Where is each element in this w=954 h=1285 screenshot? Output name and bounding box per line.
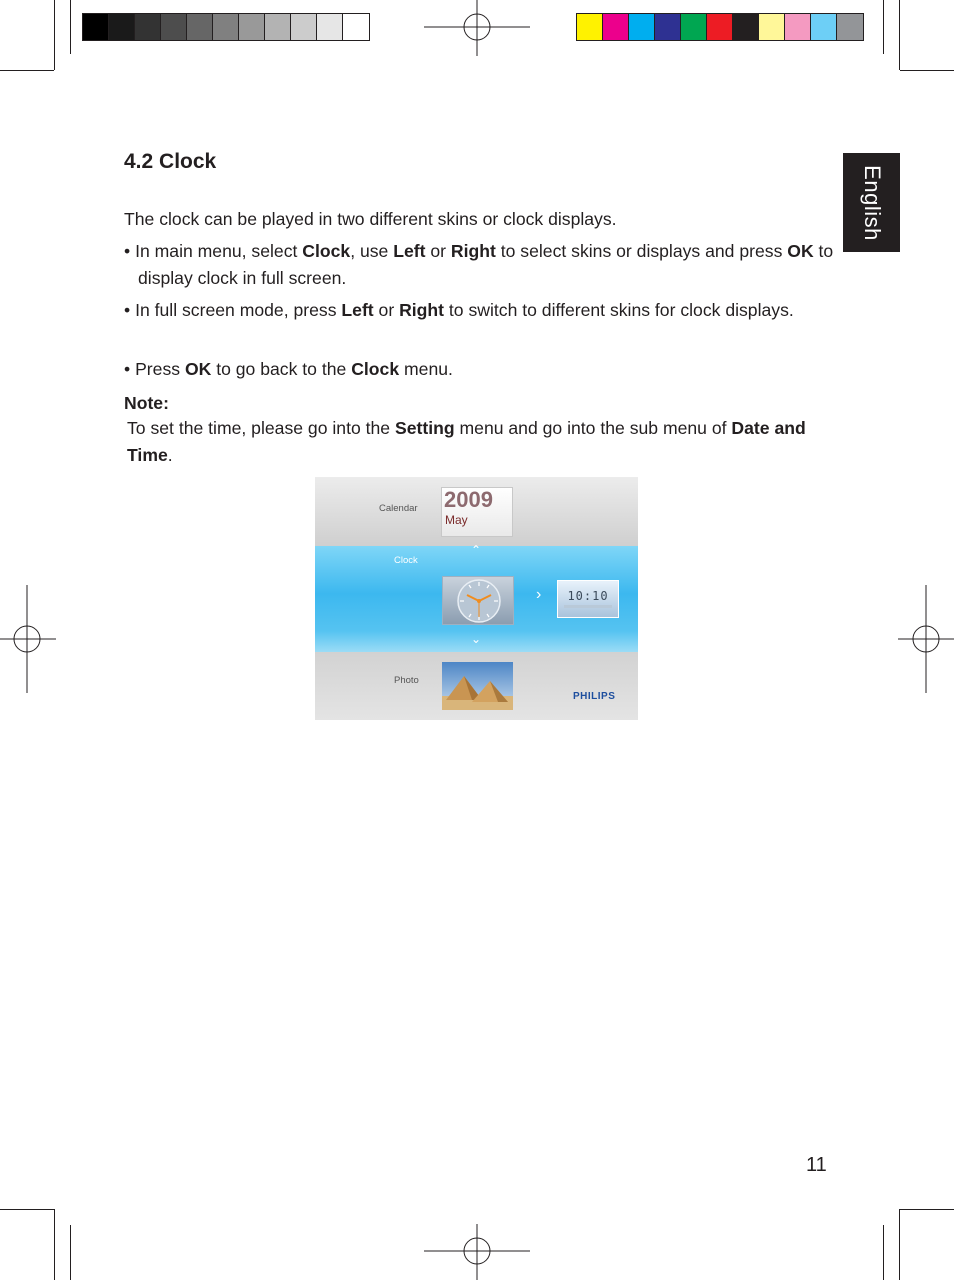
photo-frame-menu-screenshot [315, 477, 638, 720]
note-text: To set the time, please go into the Setting menu and go into the sub menu of Date and Time. [127, 418, 806, 465]
registration-mark-left [0, 585, 56, 693]
page-number: 11 [806, 1154, 827, 1176]
section-heading: 4.2 Clock [124, 150, 217, 173]
crop-mark [883, 1225, 884, 1280]
color-swatch [135, 14, 161, 40]
color-swatch [603, 14, 629, 40]
color-swatch [811, 14, 837, 40]
color-swatch [239, 14, 265, 40]
language-tab [843, 153, 900, 252]
crop-mark [883, 0, 884, 54]
color-swatch [291, 14, 317, 40]
grayscale-strip [82, 13, 370, 41]
registration-mark-right [898, 585, 954, 693]
crop-mark [899, 0, 900, 70]
crop-mark [70, 0, 71, 54]
menu-label-clock: Clock [394, 555, 418, 566]
analog-clock-thumbnail [442, 576, 514, 625]
color-swatch [265, 14, 291, 40]
digital-clock-date-bar [564, 605, 612, 608]
color-swatch [83, 14, 109, 40]
chevron-right-icon: › [536, 586, 542, 603]
color-swatch [785, 14, 811, 40]
color-swatch [109, 14, 135, 40]
bullet-item: • In main menu, select Clock, use Left or Right to select skins or displays and press OK to display clock in full screen. [124, 241, 834, 288]
calendar-thumbnail [441, 487, 513, 537]
color-swatch [707, 14, 733, 40]
color-swatch [161, 14, 187, 40]
note-label: Note: [124, 393, 169, 413]
color-swatch [681, 14, 707, 40]
bullet-item: • Press OK to go back to the Clock menu. [124, 359, 453, 379]
language-label: English [859, 164, 885, 241]
color-swatch [317, 14, 343, 40]
crop-mark [54, 1209, 55, 1280]
color-swatch [213, 14, 239, 40]
menu-row-calendar [315, 477, 638, 546]
pyramids-photo-thumbnail [442, 662, 513, 710]
color-strip [576, 13, 864, 41]
registration-mark-bottom [424, 1224, 530, 1280]
pyramids-image [442, 662, 513, 710]
brand-logo: PHILIPS [573, 691, 616, 702]
bullet-item: • In full screen mode, press Left or Right to switch to different skins for clock displays. [124, 300, 794, 320]
chevron-down-icon: ⌄ [471, 632, 482, 646]
crop-mark [0, 70, 54, 71]
color-swatch [837, 14, 863, 40]
chevron-up-icon: ⌃ [471, 543, 482, 557]
crop-mark [70, 1225, 71, 1280]
color-swatch [577, 14, 603, 40]
registration-mark-top [424, 0, 530, 56]
crop-mark [899, 1209, 900, 1280]
color-swatch [655, 14, 681, 40]
crop-mark [0, 1209, 54, 1210]
color-swatch [187, 14, 213, 40]
digital-clock-time: 10:10 [567, 589, 609, 603]
crop-mark [54, 0, 55, 70]
analog-clock-icon [443, 577, 514, 625]
color-swatch [629, 14, 655, 40]
color-swatch [759, 14, 785, 40]
crop-mark [900, 70, 954, 71]
color-swatch [343, 14, 369, 40]
menu-label-calendar: Calendar [379, 503, 418, 514]
crop-mark [900, 1209, 954, 1210]
color-swatch [733, 14, 759, 40]
calendar-year: 2009 [444, 487, 493, 512]
digital-clock-thumbnail [557, 580, 619, 618]
calendar-month: May [445, 513, 468, 527]
intro-text: The clock can be played in two different skins or clock displays. [124, 209, 617, 229]
menu-label-photo: Photo [394, 675, 419, 686]
